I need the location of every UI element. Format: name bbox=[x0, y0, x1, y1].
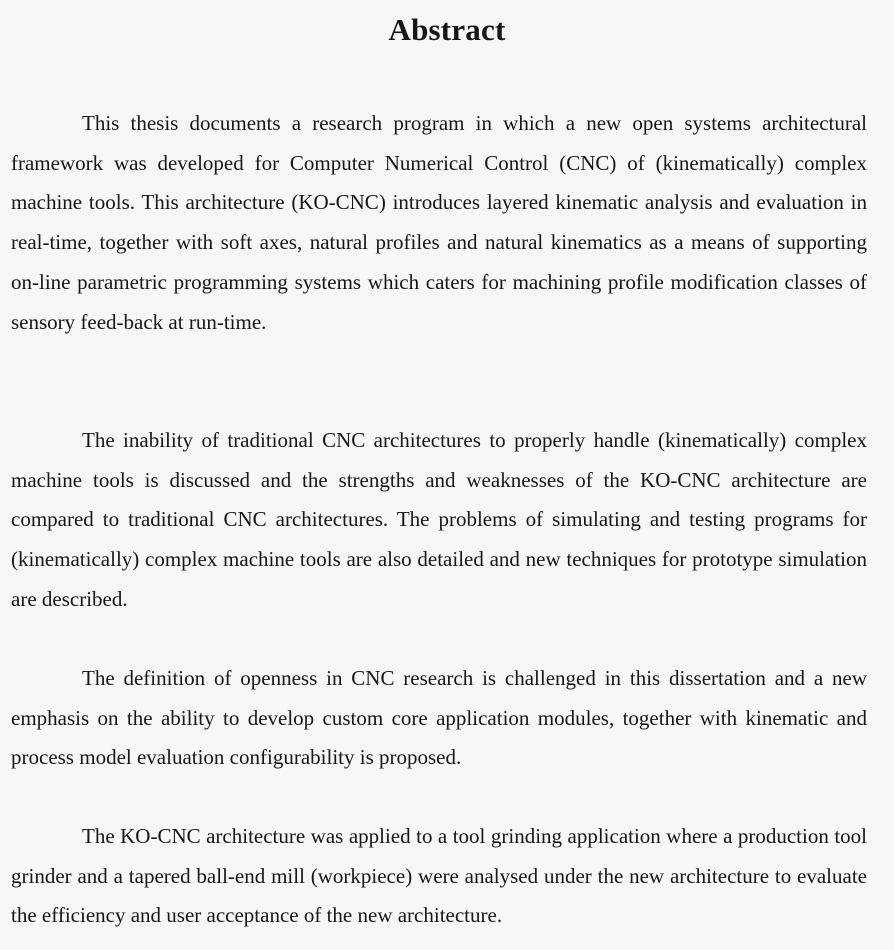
paragraph-2: The inability of traditional CNC architectures to properly handle (kinematically) complex machine tools is discussed and the strengths and weaknesses of the KO-CNC architecture are compared to traditional CNC architectures. The problems of simulating and testing programs for (kinematically) complex machine tools are also detailed and new techniques for prototype simulation are described. bbox=[11, 428, 867, 611]
paragraph-4: The KO-CNC architecture was applied to a tool grinding application where a production tool grinder and a tapered ball-end mill (workpiece) were analysed under the new architecture to evaluate the efficiency and user acceptance of the new architecture. bbox=[11, 824, 867, 928]
page-title: Abstract bbox=[388, 12, 506, 47]
paragraph-3: The definition of openness in CNC research is challenged in this dissertation and a new emphasis on the ability to develop custom core application modules, together with kinematic and process model evaluation configurability is proposed. bbox=[11, 666, 867, 770]
paragraph-1: This thesis documents a research program in which a new open systems architectural framework was developed for Computer Numerical Control (CNC) of (kinematically) complex machine tools. This architecture (KO-CNC) introduces layered kinematic analysis and evaluation in real-time, together with soft axes, natural profiles and natural kinematics as a means of supporting on-line parametric programming systems which caters for machining profile modification classes of sensory feed-back at run-time. bbox=[11, 111, 867, 334]
